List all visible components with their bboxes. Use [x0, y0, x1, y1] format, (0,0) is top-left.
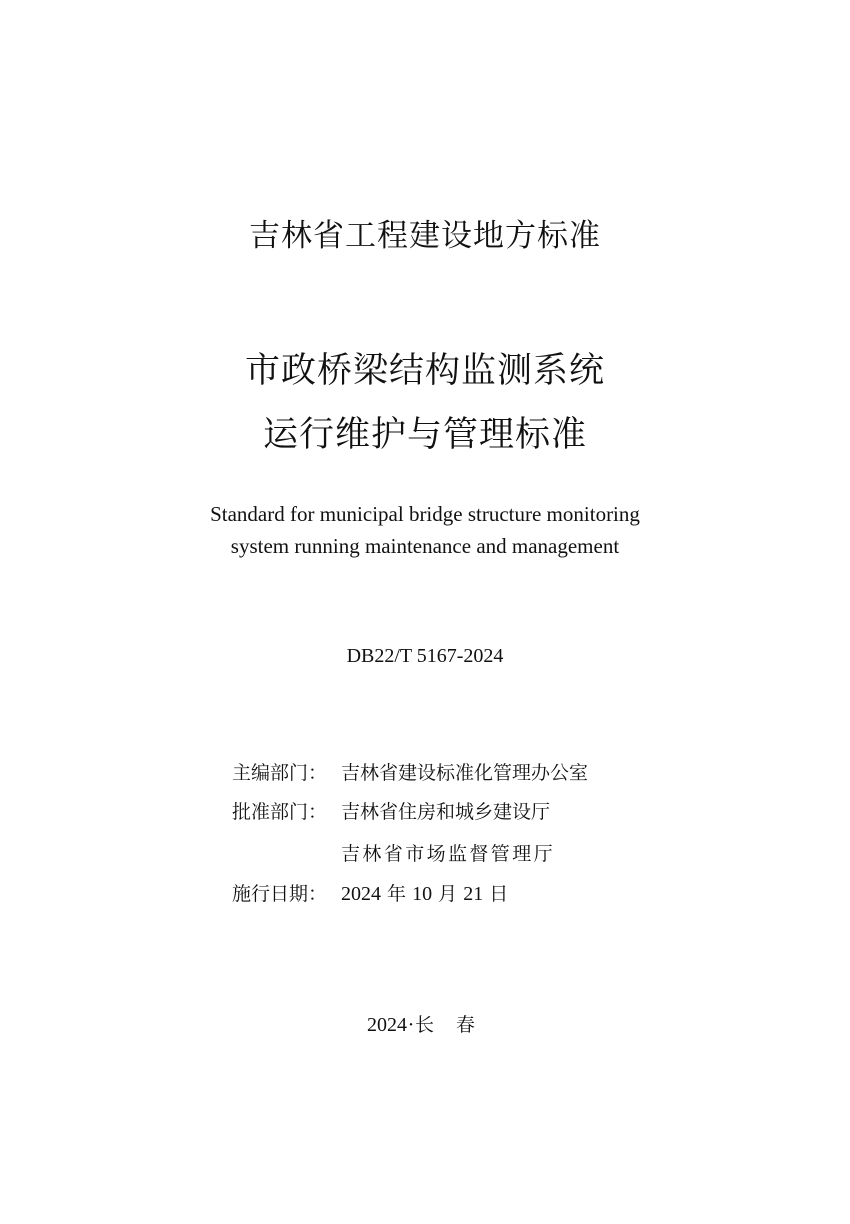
document-title-line-1: 市政桥梁结构监测系统	[244, 351, 605, 391]
effective-date-label: 施行日期：	[232, 883, 328, 905]
effective-month: 10	[412, 883, 433, 905]
footer-city: 长 春	[415, 1014, 484, 1036]
effective-month-unit: 月	[432, 883, 464, 905]
document-title-line-2: 运行维护与管理标准	[262, 415, 587, 455]
approval-row	[232, 798, 550, 826]
standard-series-heading: 吉林省工程建设地方标准	[249, 218, 601, 254]
footer-separator: ·	[407, 1014, 414, 1036]
effective-day: 21	[463, 883, 484, 905]
effective-day-unit: 日	[483, 883, 509, 905]
chief-editor-value: 吉林省建设标准化管理办公室	[341, 762, 589, 784]
chief-editor-label: 主编部门：	[232, 762, 328, 784]
effective-year-unit: 年	[381, 883, 413, 905]
standard-code: DB22/T 5167-2024	[346, 645, 504, 667]
approval-value-2: 吉林省市场监督管理厅	[341, 843, 556, 865]
effective-year: 2024	[341, 883, 381, 905]
approval-label: 批准部门：	[232, 801, 328, 823]
approval-value-1: 吉林省住房和城乡建设厅	[341, 801, 551, 823]
english-title-line-1: Standard for municipal bridge structure monitoring	[210, 502, 640, 526]
effective-date-row	[232, 880, 508, 908]
chief-editor-row	[232, 759, 588, 787]
approval-row-2	[341, 840, 555, 868]
footer-year: 2024	[366, 1014, 407, 1036]
english-title-line-2: system running maintenance and management	[230, 534, 620, 558]
publication-footer	[0, 1011, 850, 1039]
